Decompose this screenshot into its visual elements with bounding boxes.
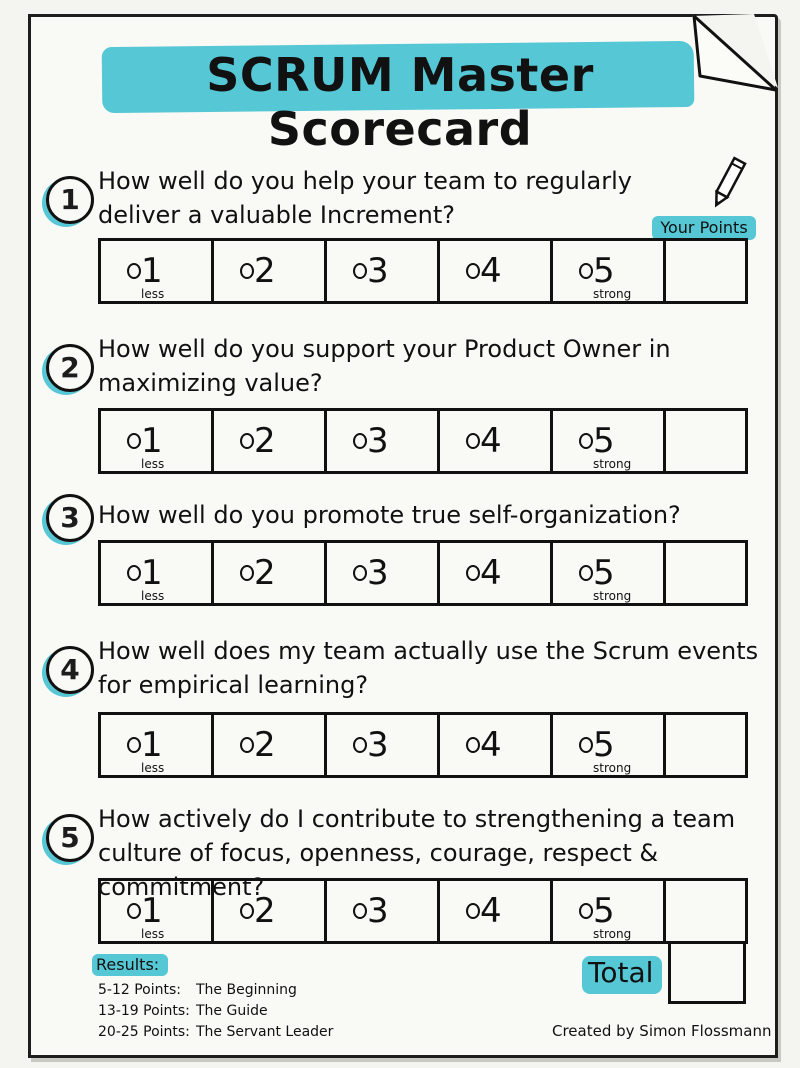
score-value: 2 (254, 891, 276, 931)
results-range: 20-25 Points: (98, 1024, 190, 1040)
score-option-2[interactable] (214, 543, 327, 603)
total-label: Total (588, 956, 654, 989)
score-value: 5 (593, 421, 615, 461)
score-row (98, 238, 748, 304)
score-row (98, 712, 748, 778)
score-value: 3 (367, 251, 389, 291)
score-value: 1 (141, 421, 163, 461)
question-number-badge: 1 (46, 176, 94, 224)
radio-circle-icon[interactable] (240, 737, 254, 753)
page-title: SCRUM Master Scorecard (206, 48, 594, 156)
score-option-1[interactable] (101, 543, 214, 603)
score-caption: less (141, 589, 165, 603)
score-option-2[interactable] (214, 411, 327, 471)
score-caption: strong (593, 927, 632, 941)
score-value: 3 (367, 891, 389, 931)
score-option-5[interactable] (553, 543, 666, 603)
question-line: How well do you promote true self-organization? (98, 501, 681, 529)
score-option-4[interactable] (440, 715, 553, 775)
radio-circle-icon[interactable] (127, 565, 141, 581)
radio-circle-icon[interactable] (466, 903, 480, 919)
radio-circle-icon[interactable] (466, 433, 480, 449)
results-legend-item (98, 1003, 268, 1019)
radio-circle-icon[interactable] (127, 263, 141, 279)
radio-circle-icon[interactable] (466, 263, 480, 279)
question-line: deliver a valuable Increment? (98, 201, 456, 229)
radio-circle-icon[interactable] (353, 433, 367, 449)
score-option-3[interactable] (327, 543, 440, 603)
score-value: 5 (593, 553, 615, 593)
score-caption: strong (593, 589, 632, 603)
score-value: 2 (254, 553, 276, 593)
score-option-5[interactable] (553, 881, 666, 941)
radio-circle-icon[interactable] (240, 565, 254, 581)
score-row (98, 540, 748, 606)
radio-circle-icon[interactable] (127, 903, 141, 919)
score-option-5[interactable] (553, 715, 666, 775)
score-value: 4 (480, 553, 502, 593)
results-legend-item (98, 982, 297, 998)
score-value: 4 (480, 725, 502, 765)
score-value: 1 (141, 725, 163, 765)
score-row (98, 408, 748, 474)
results-level: The Beginning (196, 982, 297, 998)
radio-circle-icon[interactable] (579, 263, 593, 279)
score-option-1[interactable] (101, 241, 214, 301)
score-option-1[interactable] (101, 411, 214, 471)
question-line: maximizing value? (98, 369, 323, 397)
results-level: The Guide (196, 1003, 268, 1019)
results-level: The Servant Leader (196, 1024, 334, 1040)
score-value: 1 (141, 891, 163, 931)
question-line: for empirical learning? (98, 671, 369, 699)
score-option-4[interactable] (440, 411, 553, 471)
score-caption: less (141, 761, 165, 775)
radio-circle-icon[interactable] (353, 903, 367, 919)
your-points-field[interactable] (666, 411, 745, 471)
question-text (98, 634, 768, 702)
radio-circle-icon[interactable] (127, 737, 141, 753)
score-option-2[interactable] (214, 241, 327, 301)
score-value: 4 (480, 891, 502, 931)
score-option-5[interactable] (553, 241, 666, 301)
score-option-3[interactable] (327, 411, 440, 471)
your-points-label: Your Points (660, 218, 748, 237)
radio-circle-icon[interactable] (240, 263, 254, 279)
score-caption: less (141, 287, 165, 301)
radio-circle-icon[interactable] (240, 433, 254, 449)
score-caption: less (141, 927, 165, 941)
score-value: 3 (367, 725, 389, 765)
score-value: 3 (367, 553, 389, 593)
score-option-4[interactable] (440, 881, 553, 941)
score-value: 4 (480, 251, 502, 291)
score-value: 1 (141, 553, 163, 593)
score-caption: strong (593, 761, 632, 775)
question-text (98, 164, 768, 232)
question-line: How well do you support your Product Owner in (98, 335, 671, 363)
score-value: 5 (593, 251, 615, 291)
author-credit: Created by Simon Flossmann (552, 1022, 772, 1040)
question-text (98, 332, 768, 400)
question-number-badge: 3 (46, 494, 94, 542)
radio-circle-icon[interactable] (240, 903, 254, 919)
question-line: culture of focus, openness, courage, respect & commitment? (98, 839, 659, 901)
score-option-3[interactable] (327, 881, 440, 941)
your-points-field[interactable] (666, 715, 745, 775)
score-caption: strong (593, 287, 632, 301)
your-points-field[interactable] (666, 881, 745, 941)
score-value: 4 (480, 421, 502, 461)
question-line: How actively do I contribute to strengthening a team (98, 805, 736, 833)
radio-circle-icon[interactable] (353, 263, 367, 279)
radio-circle-icon[interactable] (466, 565, 480, 581)
score-value: 3 (367, 421, 389, 461)
score-option-4[interactable] (440, 543, 553, 603)
score-option-3[interactable] (327, 715, 440, 775)
radio-circle-icon[interactable] (579, 565, 593, 581)
radio-circle-icon[interactable] (579, 903, 593, 919)
your-points-field[interactable] (666, 241, 745, 301)
score-option-2[interactable] (214, 715, 327, 775)
results-range: 13-19 Points: (98, 1003, 190, 1019)
your-points-field[interactable] (666, 543, 745, 603)
score-option-5[interactable] (553, 411, 666, 471)
score-value: 2 (254, 251, 276, 291)
results-heading: Results: (96, 955, 160, 974)
question-number-badge: 4 (46, 646, 94, 694)
results-legend-item (98, 1024, 333, 1040)
question-number-badge: 2 (46, 344, 94, 392)
score-value: 2 (254, 725, 276, 765)
score-option-4[interactable] (440, 241, 553, 301)
radio-circle-icon[interactable] (127, 433, 141, 449)
question-number-badge: 5 (46, 814, 94, 862)
score-caption: less (141, 457, 165, 471)
question-text (98, 498, 768, 532)
radio-circle-icon[interactable] (579, 433, 593, 449)
score-value: 2 (254, 421, 276, 461)
radio-circle-icon[interactable] (353, 565, 367, 581)
radio-circle-icon[interactable] (353, 737, 367, 753)
score-option-2[interactable] (214, 881, 327, 941)
total-field[interactable] (668, 942, 746, 1004)
radio-circle-icon[interactable] (579, 737, 593, 753)
results-range: 5-12 Points: (98, 982, 181, 998)
score-value: 5 (593, 725, 615, 765)
score-option-3[interactable] (327, 241, 440, 301)
score-row (98, 878, 748, 944)
score-value: 5 (593, 891, 615, 931)
score-value: 1 (141, 251, 163, 291)
question-line: How well do you help your team to regularly (98, 167, 632, 195)
score-option-1[interactable] (101, 881, 214, 941)
question-line: How well does my team actually use the Scrum events (98, 637, 759, 665)
score-option-1[interactable] (101, 715, 214, 775)
score-caption: strong (593, 457, 632, 471)
radio-circle-icon[interactable] (466, 737, 480, 753)
dog-ear-corner (690, 10, 782, 96)
